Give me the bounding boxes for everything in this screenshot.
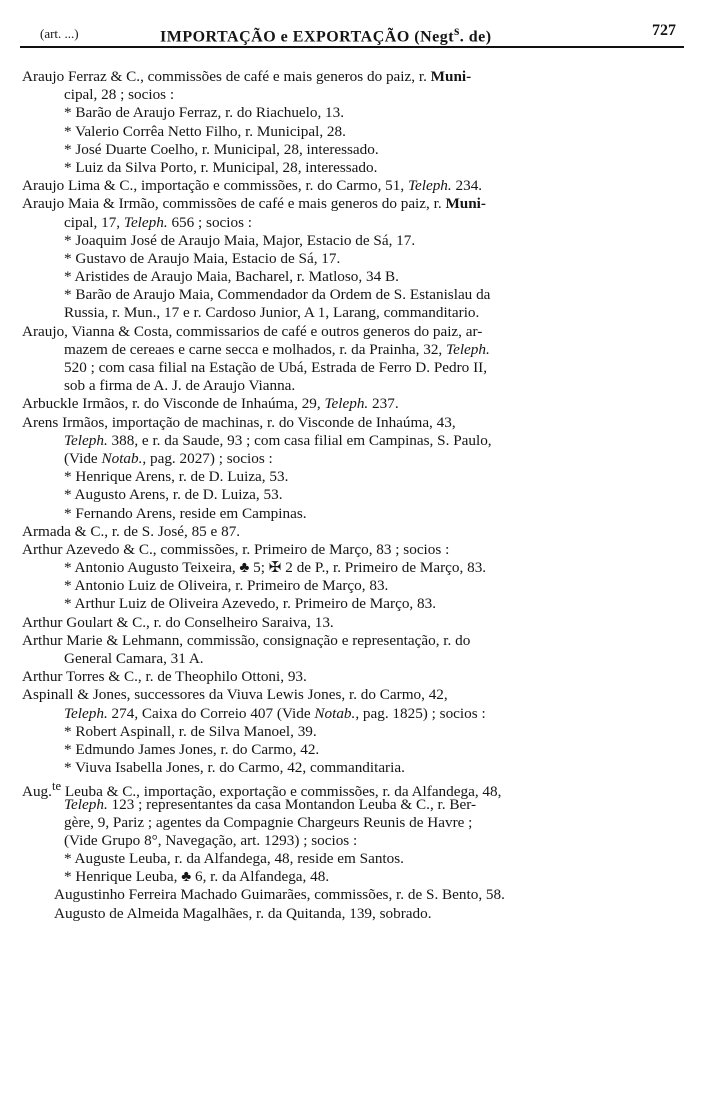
entry-line: * Viuva Isabella Jones, r. do Carmo, 42, commanditaria. <box>64 759 405 777</box>
entry-line: * Valerio Corrêa Netto Filho, r. Municipal, 28. <box>64 122 346 140</box>
entry-line: * Antonio Augusto Teixeira, ♣ 5; ✠ 2 de P., r. Primeiro de Março, 83. <box>64 559 487 577</box>
page-number: 727 <box>652 22 676 39</box>
entry-line: * Henrique Leuba, ♣ 6, r. da Alfandega, 48. <box>64 868 330 886</box>
entry-line: * Barão de Araujo Maia, Commendador da Ordem de S. Estanislau da <box>64 286 491 304</box>
entry-line: Arthur Goulart & C., r. do Conselheiro Saraiva, 13. <box>22 613 334 631</box>
entry-line: * Joaquim José de Araujo Maia, Major, Estacio de Sá, 17. <box>64 231 416 249</box>
entry-line: Arthur Torres & C., r. de Theophilo Ottoni, 93. <box>22 668 307 686</box>
entry-line: Teleph. 123 ; representantes da casa Montandon Leuba & C., r. Ber- <box>64 795 477 813</box>
entry-line: Arbuckle Irmãos, r. do Visconde de Inhaúma, 29, Teleph. 237. <box>22 395 399 413</box>
entry-line: * Henrique Arens, r. de D. Luiza, 53. <box>64 468 289 486</box>
entry-line: * Luiz da Silva Porto, r. Municipal, 28, interessado. <box>64 158 378 176</box>
entry-line: * Augusto Arens, r. de D. Luiza, 53. <box>64 486 283 504</box>
header-title: IMPORTAÇÃO e EXPORTAÇÃO (Negt$^s$. de) <box>160 23 492 46</box>
entry-line: Arthur Azevedo & C., commissões, r. Primeiro de Março, 83 ; socios : <box>22 540 450 558</box>
entry-line: Augustinho Ferreira Machado Guimarães, commissões, r. de S. Bento, 58. <box>54 886 505 904</box>
entry-line: Araujo, Vianna & Costa, commissarios de café e outros generos do paiz, ar- <box>22 322 483 340</box>
entry-line: * José Duarte Coelho, r. Municipal, 28, interessado. <box>64 140 379 158</box>
entry-line: Araujo Lima & C., importação e commissões, r. do Carmo, 51, Teleph. 234. <box>22 177 483 195</box>
entry-line: mazem de cereaes e carne secca e molhados, r. da Prainha, 32, Teleph. <box>64 340 490 358</box>
entry-line: Araujo Ferraz & C., commissões de café e mais generos do paiz, r. Muni- <box>22 68 472 85</box>
entry-line: * Antonio Luiz de Oliveira, r. Primeiro de Março, 83. <box>64 577 389 595</box>
entry-line: Armada & C., r. de S. José, 85 e 87. <box>22 522 241 540</box>
page-header <box>20 20 684 48</box>
entry-line: * Auguste Leuba, r. da Alfandega, 48, reside em Santos. <box>64 850 404 868</box>
entry-line: General Camara, 31 A. <box>64 650 204 667</box>
entry-line: Augusto de Almeida Magalhães, r. da Quitanda, 139, sobrado. <box>54 904 432 922</box>
entry-line: * Robert Aspinall, r. de Silva Manoel, 39. <box>64 722 317 740</box>
entry-line: (Vide Grupo 8°, Navegação, art. 1293) ; socios : <box>64 831 358 849</box>
entry-line: * Arthur Luiz de Oliveira Azevedo, r. Primeiro de Março, 83. <box>64 595 436 613</box>
entry-line: Aspinall & Jones, successores da Viuva Lewis Jones, r. do Carmo, 42, <box>22 686 448 704</box>
entry-line: Russia, r. Mun., 17 e r. Cardoso Junior, A 1, Larang, commanditario. <box>64 304 480 322</box>
entry-line: cipal, 28 ; socios : <box>64 86 175 104</box>
entry-line: cipal, 17, Teleph. 656 ; socios : <box>64 213 253 231</box>
entry-line: Aug.$^{te}$ Leuba & C., importação, exportação e commissões, r. da Alfandega, 48, <box>22 779 502 801</box>
entry-line: gère, 9, Pariz ; agentes da Compagnie Chargeurs Reunis de Havre ; <box>64 813 473 831</box>
entry-line: Arthur Marie & Lehmann, commissão, consignação e representação, r. do <box>22 631 471 649</box>
entry-line: Araujo Maia & Irmão, commissões de café e mais generos do paiz, r. Muni- <box>22 195 486 213</box>
entry-line: Arens Irmãos, importação de machinas, r. do Visconde de Inhaúma, 43, <box>22 413 456 431</box>
entry-line: Teleph. 388, e r. da Saude, 93 ; com casa filial em Campinas, S. Paulo, <box>64 431 492 449</box>
entry-line: Teleph. 274, Caixa do Correio 407 (Vide Notab., pag. 1825) ; socios : <box>64 704 486 722</box>
entry-line: * Fernando Arens, reside em Campinas. <box>64 504 307 522</box>
directory-entries <box>22 68 682 923</box>
header-article-ref: (art. ...) <box>40 26 79 41</box>
entry-line: * Gustavo de Araujo Maia, Estacio de Sá, 17. <box>64 249 341 267</box>
entry-line: * Aristides de Araujo Maia, Bacharel, r. Matloso, 34 B. <box>64 268 399 286</box>
entry-line: 520 ; com casa filial na Estação de Ubá, Estrada de Ferro D. Pedro II, <box>64 359 487 376</box>
entry-line: sob a firma de A. J. de Araujo Vianna. <box>64 377 296 395</box>
entry-line: (Vide Notab., pag. 2027) ; socios : <box>64 449 273 467</box>
entry-line: * Barão de Araujo Ferraz, r. do Riachuelo, 13. <box>64 104 345 122</box>
entry-line: * Edmundo James Jones, r. do Carmo, 42. <box>64 740 320 758</box>
